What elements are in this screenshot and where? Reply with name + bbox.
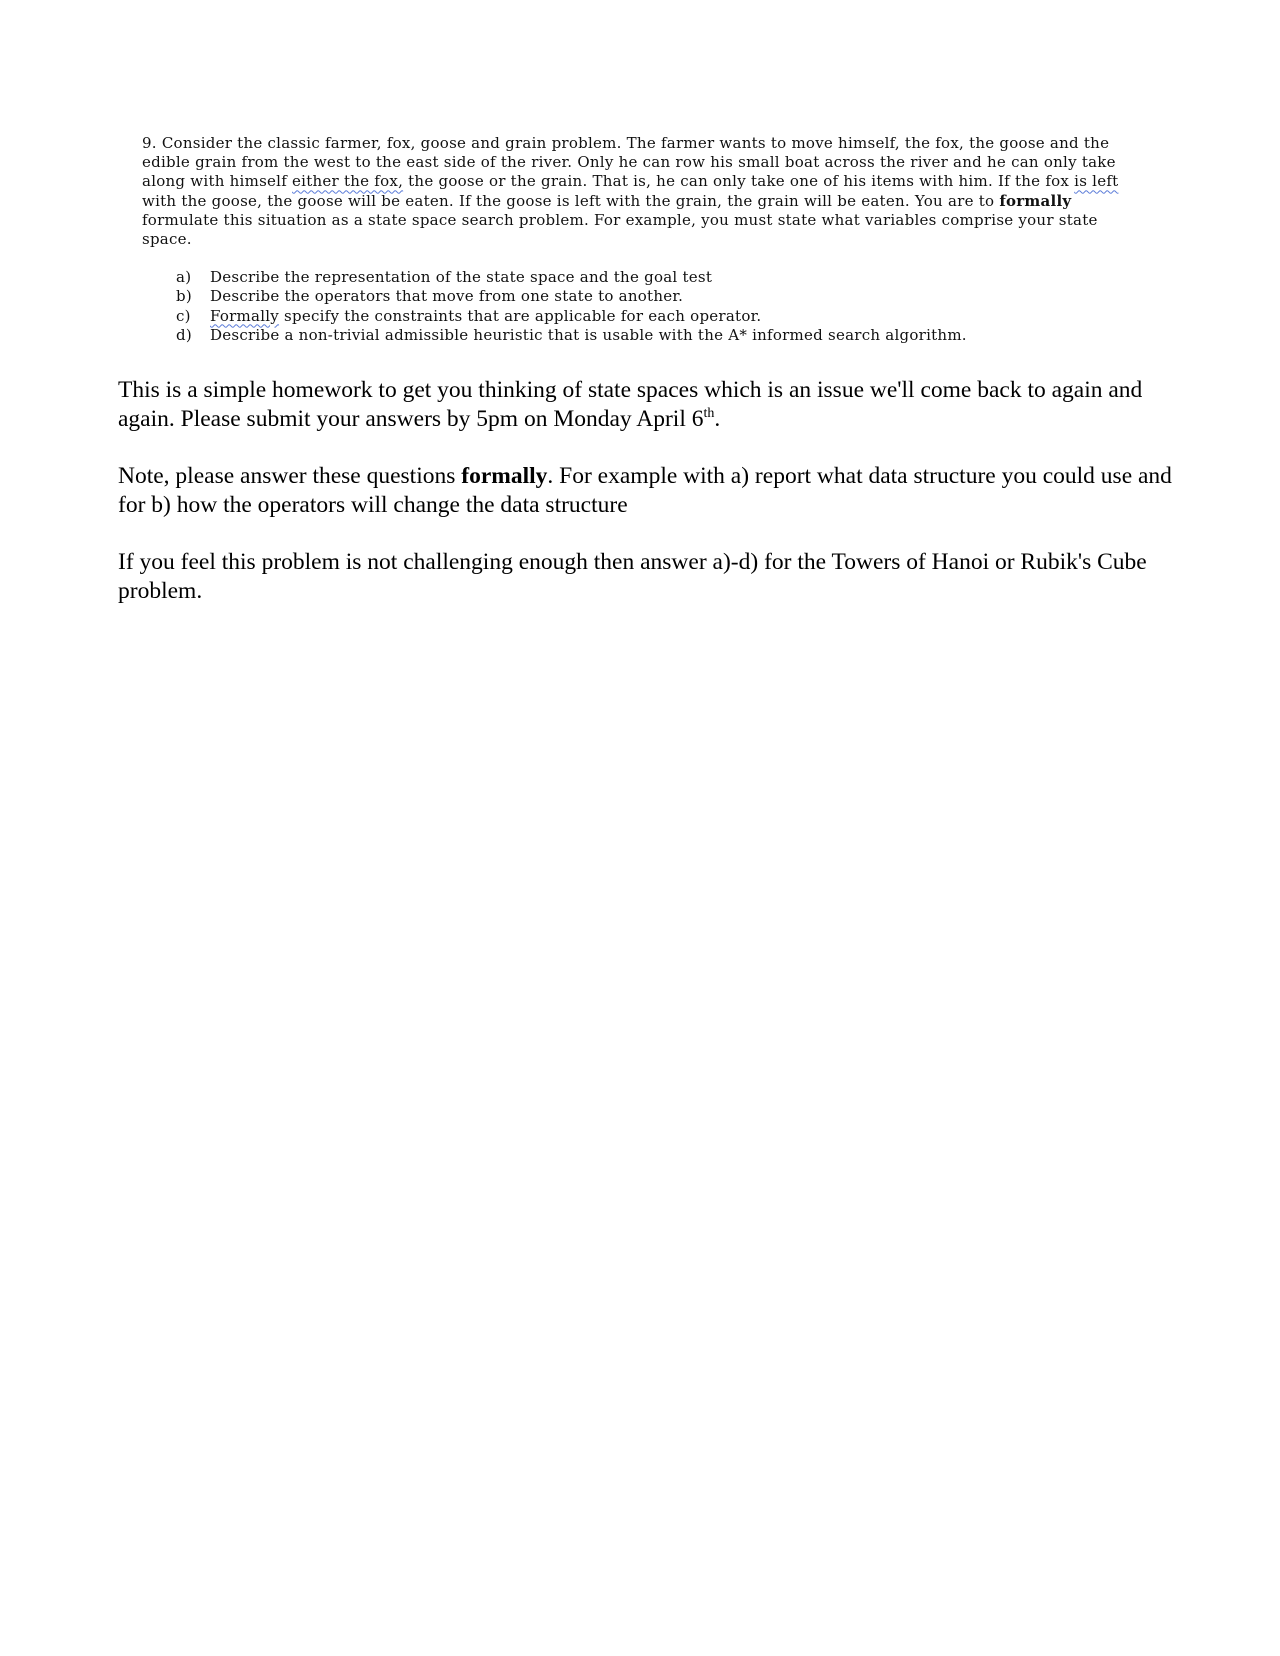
spellcheck-word-formally: Formally — [210, 306, 280, 325]
list-marker: d) — [176, 325, 192, 344]
paragraph-deadline-end: . — [714, 406, 721, 432]
paragraph-deadline-text: This is a simple homework to get you thinking of state spaces which is an issue we'll come back to again and again. Please submit your answers by 5pm on Monday April 6 — [118, 377, 1143, 432]
paragraph-note-pre: Note, please answer these questions — [118, 463, 462, 489]
list-item — [176, 287, 1132, 306]
list-marker: c) — [176, 306, 191, 325]
document-body — [118, 376, 1178, 634]
paragraph-deadline — [118, 376, 1178, 434]
list-item-text — [210, 268, 712, 287]
problem-bold-formally: formally — [999, 191, 1072, 210]
spellcheck-phrase-is-left: is left — [1074, 172, 1119, 191]
list-item — [176, 326, 1132, 345]
problem-subquestions — [176, 268, 1132, 345]
paragraph-note-post: . For example with a) report what data structure you could use and for b) how the operators will change the data structure — [118, 463, 1172, 518]
ordinal-superscript: th — [703, 406, 715, 422]
subquestion-b-text: Describe the operators that move from one state to another. — [210, 287, 684, 306]
subquestion-c-text: specify the constraints that are applicable for each operator. — [279, 306, 762, 325]
problem-intro: 9. Consider the classic farmer, fox, goose and grain problem. The farmer wants to move himself, the fox, the goose and the edible grain from the west to the east side of the river. Only he can row his small boat across the river and he can only take along with himself — [142, 134, 1116, 191]
problem-statement — [142, 134, 1132, 249]
subquestion-a-text: Describe the representation of the state space and the goal test — [210, 268, 713, 287]
list-marker: a) — [176, 268, 192, 287]
list-item-text — [210, 307, 761, 326]
paragraph-challenge — [118, 548, 1178, 606]
list-item — [176, 268, 1132, 287]
spellcheck-phrase-either-the-fox: either the fox, — [292, 172, 404, 191]
problem-end: formulate this situation as a state space search problem. For example, you must state what variables comprise your state space. — [142, 210, 1098, 249]
problem-mid-1: the goose or the grain. That is, he can only take one of his items with him. If the fox — [403, 172, 1075, 191]
paragraph-note-bold: formally — [461, 463, 548, 489]
list-item-text — [210, 326, 967, 345]
list-item-text — [210, 287, 683, 306]
subquestion-d-text: Describe a non-trivial admissible heuristic that is usable with the A* informed search algorithm. — [210, 325, 967, 344]
list-marker: b) — [176, 287, 192, 306]
problem-mid-2: with the goose, the goose will be eaten. If the goose is left with the grain, the grain will be eaten. You are to — [142, 191, 1000, 210]
paragraph-note — [118, 462, 1178, 520]
problem-excerpt — [142, 134, 1132, 345]
paragraph-challenge-text: If you feel this problem is not challenging enough then answer a)-d) for the Towers of Hanoi or Rubik's Cube problem. — [118, 549, 1147, 604]
list-item — [176, 307, 1132, 326]
